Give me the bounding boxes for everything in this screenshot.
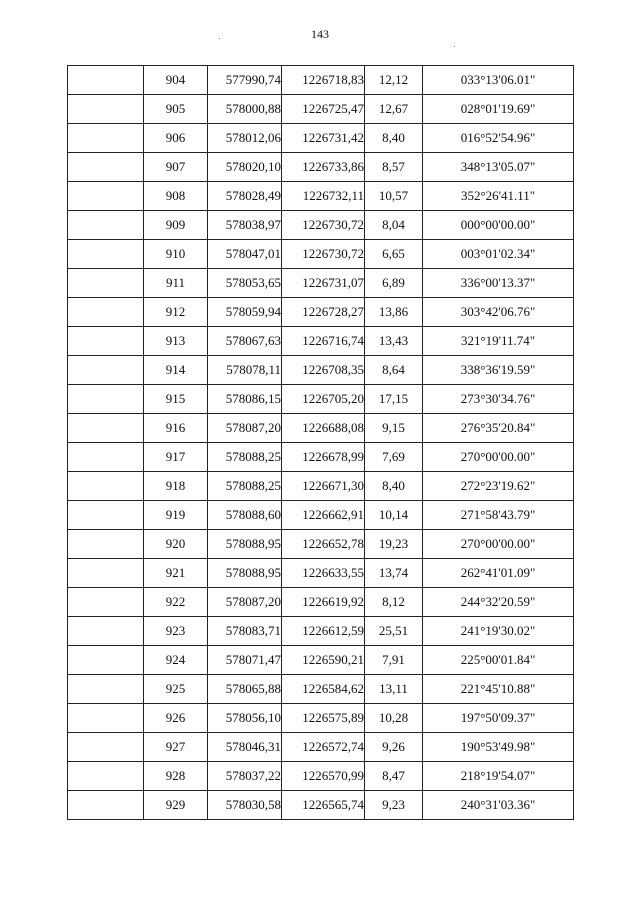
y-coordinate-cell: 1226705,20 <box>282 385 365 414</box>
y-coordinate-cell: 1226678,99 <box>282 443 365 472</box>
angle-cell: 270°00'00.00" <box>423 530 574 559</box>
angle-cell: 276°35'20.84" <box>423 414 574 443</box>
table-row <box>68 153 574 182</box>
y-coordinate-cell: 1226728,27 <box>282 298 365 327</box>
y-coordinate-cell: 1226612,59 <box>282 617 365 646</box>
angle-cell: 270°00'00.00" <box>423 443 574 472</box>
length-cell: 9,26 <box>365 733 423 762</box>
angle-cell: 033°13'06.01" <box>423 66 574 95</box>
point-number-cell: 905 <box>144 95 208 124</box>
x-coordinate-cell: 578037,22 <box>208 762 282 791</box>
angle-cell: 273°30'34.76" <box>423 385 574 414</box>
table-row <box>68 385 574 414</box>
blank-cell <box>68 617 144 646</box>
x-coordinate-cell: 578059,94 <box>208 298 282 327</box>
x-coordinate-cell: 578028,49 <box>208 182 282 211</box>
length-cell: 10,57 <box>365 182 423 211</box>
table-row <box>68 646 574 675</box>
length-cell: 8,47 <box>365 762 423 791</box>
point-number-cell: 922 <box>144 588 208 617</box>
x-coordinate-cell: 578071,47 <box>208 646 282 675</box>
angle-cell: 225°00'01.84" <box>423 646 574 675</box>
length-cell: 13,74 <box>365 559 423 588</box>
angle-cell: 197°50'09.37" <box>423 704 574 733</box>
length-cell: 17,15 <box>365 385 423 414</box>
angle-cell: 000°00'00.00" <box>423 211 574 240</box>
blank-cell <box>68 762 144 791</box>
y-coordinate-cell: 1226652,78 <box>282 530 365 559</box>
table-row <box>68 414 574 443</box>
x-coordinate-cell: 578020,10 <box>208 153 282 182</box>
x-coordinate-cell: 578087,20 <box>208 414 282 443</box>
y-coordinate-cell: 1226633,55 <box>282 559 365 588</box>
table-row <box>68 298 574 327</box>
point-number-cell: 920 <box>144 530 208 559</box>
length-cell: 12,67 <box>365 95 423 124</box>
length-cell: 6,65 <box>365 240 423 269</box>
table-row <box>68 559 574 588</box>
blank-cell <box>68 443 144 472</box>
point-number-cell: 928 <box>144 762 208 791</box>
x-coordinate-cell: 578030,58 <box>208 791 282 820</box>
x-coordinate-cell: 578056,10 <box>208 704 282 733</box>
table-row <box>68 617 574 646</box>
y-coordinate-cell: 1226565,74 <box>282 791 365 820</box>
point-number-cell: 908 <box>144 182 208 211</box>
angle-cell: 240°31'03.36" <box>423 791 574 820</box>
point-number-cell: 911 <box>144 269 208 298</box>
angle-cell: 338°36'19.59" <box>423 356 574 385</box>
table-row <box>68 704 574 733</box>
point-number-cell: 906 <box>144 124 208 153</box>
length-cell: 25,51 <box>365 617 423 646</box>
blank-cell <box>68 704 144 733</box>
page-number: 143 <box>311 27 329 41</box>
table-row <box>68 733 574 762</box>
point-number-cell: 916 <box>144 414 208 443</box>
point-number-cell: 927 <box>144 733 208 762</box>
point-number-cell: 926 <box>144 704 208 733</box>
length-cell: 19,23 <box>365 530 423 559</box>
angle-cell: 352°26'41.11" <box>423 182 574 211</box>
y-coordinate-cell: 1226733,86 <box>282 153 365 182</box>
y-coordinate-cell: 1226688,08 <box>282 414 365 443</box>
length-cell: 8,40 <box>365 124 423 153</box>
point-number-cell: 907 <box>144 153 208 182</box>
point-number-cell: 917 <box>144 443 208 472</box>
table-row <box>68 95 574 124</box>
angle-cell: 003°01'02.34" <box>423 240 574 269</box>
x-coordinate-cell: 577990,74 <box>208 66 282 95</box>
point-number-cell: 924 <box>144 646 208 675</box>
blank-cell <box>68 385 144 414</box>
table-row <box>68 240 574 269</box>
y-coordinate-cell: 1226671,30 <box>282 472 365 501</box>
x-coordinate-cell: 578067,63 <box>208 327 282 356</box>
length-cell: 9,15 <box>365 414 423 443</box>
blank-cell <box>68 66 144 95</box>
blank-cell <box>68 153 144 182</box>
blank-cell <box>68 791 144 820</box>
y-coordinate-cell: 1226570,99 <box>282 762 365 791</box>
angle-cell: 271°58'43.79" <box>423 501 574 530</box>
table-row <box>68 66 574 95</box>
y-coordinate-cell: 1226718,83 <box>282 66 365 95</box>
blank-cell <box>68 646 144 675</box>
y-coordinate-cell: 1226725,47 <box>282 95 365 124</box>
blank-cell <box>68 124 144 153</box>
blank-cell <box>68 211 144 240</box>
blank-cell <box>68 269 144 298</box>
y-coordinate-cell: 1226730,72 <box>282 240 365 269</box>
table-row <box>68 501 574 530</box>
point-number-cell: 918 <box>144 472 208 501</box>
table-row <box>68 472 574 501</box>
blank-cell <box>68 327 144 356</box>
table-row <box>68 588 574 617</box>
x-coordinate-cell: 578046,31 <box>208 733 282 762</box>
length-cell: 8,40 <box>365 472 423 501</box>
angle-cell: 321°19'11.74" <box>423 327 574 356</box>
point-number-cell: 913 <box>144 327 208 356</box>
x-coordinate-cell: 578053,65 <box>208 269 282 298</box>
y-coordinate-cell: 1226575,89 <box>282 704 365 733</box>
angle-cell: 016°52'54.96" <box>423 124 574 153</box>
table-row <box>68 791 574 820</box>
blank-cell <box>68 501 144 530</box>
x-coordinate-cell: 578065,88 <box>208 675 282 704</box>
table-row <box>68 443 574 472</box>
angle-cell: 262°41'01.09" <box>423 559 574 588</box>
point-number-cell: 915 <box>144 385 208 414</box>
length-cell: 13,86 <box>365 298 423 327</box>
x-coordinate-cell: 578088,60 <box>208 501 282 530</box>
length-cell: 10,28 <box>365 704 423 733</box>
table-row <box>68 530 574 559</box>
coordinates-table-body <box>68 66 574 820</box>
angle-cell: 028°01'19.69" <box>423 95 574 124</box>
blank-cell <box>68 95 144 124</box>
point-number-cell: 919 <box>144 501 208 530</box>
table-row <box>68 124 574 153</box>
x-coordinate-cell: 578088,95 <box>208 559 282 588</box>
y-coordinate-cell: 1226708,35 <box>282 356 365 385</box>
blank-cell <box>68 414 144 443</box>
point-number-cell: 923 <box>144 617 208 646</box>
angle-cell: 221°45'10.88" <box>423 675 574 704</box>
x-coordinate-cell: 578088,95 <box>208 530 282 559</box>
angle-cell: 272°23'19.62" <box>423 472 574 501</box>
y-coordinate-cell: 1226716,74 <box>282 327 365 356</box>
blank-cell <box>68 356 144 385</box>
blank-cell <box>68 675 144 704</box>
scan-speck <box>219 38 220 39</box>
y-coordinate-cell: 1226572,74 <box>282 733 365 762</box>
y-coordinate-cell: 1226732,11 <box>282 182 365 211</box>
table-row <box>68 762 574 791</box>
blank-cell <box>68 240 144 269</box>
length-cell: 8,64 <box>365 356 423 385</box>
x-coordinate-cell: 578087,20 <box>208 588 282 617</box>
table-row <box>68 327 574 356</box>
point-number-cell: 910 <box>144 240 208 269</box>
blank-cell <box>68 588 144 617</box>
length-cell: 7,69 <box>365 443 423 472</box>
point-number-cell: 912 <box>144 298 208 327</box>
point-number-cell: 914 <box>144 356 208 385</box>
blank-cell <box>68 182 144 211</box>
length-cell: 9,23 <box>365 791 423 820</box>
length-cell: 8,04 <box>365 211 423 240</box>
y-coordinate-cell: 1226730,72 <box>282 211 365 240</box>
length-cell: 8,57 <box>365 153 423 182</box>
y-coordinate-cell: 1226662,91 <box>282 501 365 530</box>
angle-cell: 336°00'13.37" <box>423 269 574 298</box>
blank-cell <box>68 298 144 327</box>
table-row <box>68 182 574 211</box>
length-cell: 6,89 <box>365 269 423 298</box>
point-number-cell: 929 <box>144 791 208 820</box>
y-coordinate-cell: 1226584,62 <box>282 675 365 704</box>
length-cell: 13,11 <box>365 675 423 704</box>
angle-cell: 218°19'54.07" <box>423 762 574 791</box>
x-coordinate-cell: 578088,25 <box>208 472 282 501</box>
table-row <box>68 269 574 298</box>
length-cell: 7,91 <box>365 646 423 675</box>
blank-cell <box>68 559 144 588</box>
point-number-cell: 921 <box>144 559 208 588</box>
coordinates-table <box>67 65 574 820</box>
x-coordinate-cell: 578086,15 <box>208 385 282 414</box>
blank-cell <box>68 472 144 501</box>
blank-cell <box>68 530 144 559</box>
x-coordinate-cell: 578078,11 <box>208 356 282 385</box>
length-cell: 12,12 <box>365 66 423 95</box>
angle-cell: 303°42'06.76" <box>423 298 574 327</box>
blank-cell <box>68 733 144 762</box>
length-cell: 8,12 <box>365 588 423 617</box>
x-coordinate-cell: 578088,25 <box>208 443 282 472</box>
x-coordinate-cell: 578012,06 <box>208 124 282 153</box>
y-coordinate-cell: 1226619,92 <box>282 588 365 617</box>
x-coordinate-cell: 578083,71 <box>208 617 282 646</box>
table-row <box>68 211 574 240</box>
angle-cell: 241°19'30.02" <box>423 617 574 646</box>
y-coordinate-cell: 1226731,42 <box>282 124 365 153</box>
x-coordinate-cell: 578000,88 <box>208 95 282 124</box>
length-cell: 13,43 <box>365 327 423 356</box>
table-row <box>68 356 574 385</box>
y-coordinate-cell: 1226731,07 <box>282 269 365 298</box>
point-number-cell: 904 <box>144 66 208 95</box>
x-coordinate-cell: 578038,97 <box>208 211 282 240</box>
point-number-cell: 925 <box>144 675 208 704</box>
table-row <box>68 675 574 704</box>
angle-cell: 348°13'05.07" <box>423 153 574 182</box>
x-coordinate-cell: 578047,01 <box>208 240 282 269</box>
scan-speck <box>454 46 455 47</box>
angle-cell: 190°53'49.98" <box>423 733 574 762</box>
y-coordinate-cell: 1226590,21 <box>282 646 365 675</box>
length-cell: 10,14 <box>365 501 423 530</box>
angle-cell: 244°32'20.59" <box>423 588 574 617</box>
point-number-cell: 909 <box>144 211 208 240</box>
